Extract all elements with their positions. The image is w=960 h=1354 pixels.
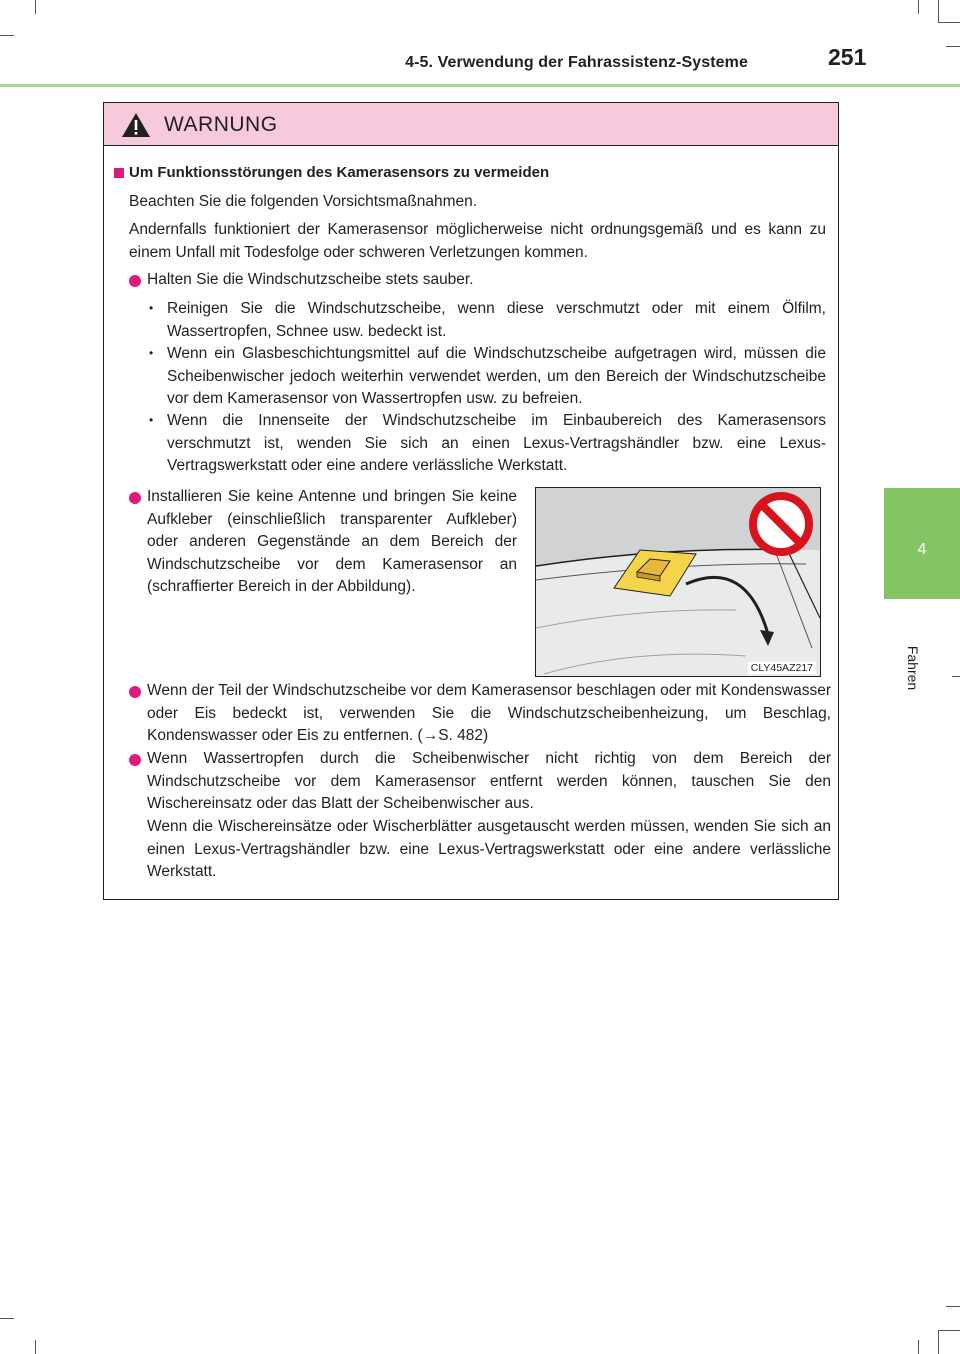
crop-mark bbox=[918, 0, 919, 14]
crop-mark bbox=[938, 1330, 960, 1331]
chapter-label-text: Fahren bbox=[905, 645, 922, 691]
point-3-bullet bbox=[129, 686, 141, 698]
page-number: 251 bbox=[828, 44, 867, 70]
point-1-bullet bbox=[129, 275, 141, 287]
crop-mark bbox=[952, 676, 960, 677]
point-3-text: Wenn der Teil der Windschutzscheibe vor dem Kamerasensor beschlagen oder mit Kondenswasser oder Eis bedeckt ist, verwenden Sie die Windschutzscheibenheizung, um Beschlag, Kondenswasser oder Eis zu entfernen. (→S. 482) bbox=[147, 682, 831, 744]
sub-item-1-bullet: • bbox=[149, 301, 154, 315]
sub-item-2-bullet: • bbox=[149, 346, 154, 360]
section-title: 4-5. Verwendung der Fahrassistenz-Systeme bbox=[405, 54, 748, 71]
image-code: CLY45AZ217 bbox=[748, 662, 816, 674]
crop-mark bbox=[35, 1340, 36, 1354]
warning-intro-2: Andernfalls funktioniert der Kamerasensor möglicherweise nicht ordnungsgemäß und es kann zu einem Unfall mit Todesfolge oder schweren Verletzungen kommen. bbox=[129, 221, 826, 261]
chapter-label bbox=[903, 636, 923, 706]
chapter-number: 4 bbox=[917, 541, 927, 558]
sub-item-1: Reinigen Sie die Windschutzscheibe, wenn diese verschmutzt oder mit einem Ölfilm, Wassertropfen, Schnee usw. bedeckt ist. bbox=[167, 300, 826, 340]
crop-mark bbox=[938, 22, 960, 23]
sub-item-3-bullet: • bbox=[149, 413, 154, 427]
sub-item-2: Wenn ein Glasbeschichtungsmittel auf die Windschutzscheibe aufgetragen wird, müssen die Scheibenwischer jedoch weiterhin verwendet werden, um den Bereich der Windschutzscheibe vor dem Kamerasensor von Wassertropfen usw. zu befreien. bbox=[167, 345, 826, 407]
crop-mark bbox=[35, 0, 36, 14]
crop-mark bbox=[918, 1340, 919, 1354]
windshield-illustration bbox=[535, 487, 821, 677]
point-2-text: Installieren Sie keine Antenne und bringen Sie keine Aufkleber (einschließlich transparenter Aufkleber) oder anderen Gegenstände an dem Bereich der Windschutzscheibe vor dem Kamerasensor an (schraffierter Bereich in der Abbildung). bbox=[147, 488, 517, 595]
point-4-text-a: Wenn Wassertropfen durch die Scheibenwischer nicht richtig von dem Bereich der Windschutzscheibe vor dem Kamerasensor entfernt werden können, tauschen Sie den Wischereinsatz oder das Blatt der Scheibenwischer aus. bbox=[147, 750, 831, 812]
point-4-bullet bbox=[129, 754, 141, 766]
windshield-camera-drawing bbox=[536, 488, 820, 676]
heading-bullet bbox=[114, 168, 124, 178]
crop-mark bbox=[0, 35, 14, 36]
warning-box bbox=[103, 102, 839, 900]
crop-mark bbox=[0, 1318, 14, 1319]
warning-intro-1: Beachten Sie die folgenden Vorsichtsmaßnahmen. bbox=[129, 193, 478, 210]
sub-item-3: Wenn die Innenseite der Windschutzscheibe im Einbaubereich des Kamerasensors verschmutzt ist, wenden Sie sich an einen Lexus-Vertragshändler bzw. eine Lexus-Vertragswerkstatt oder eine andere verlässliche Werkstatt. bbox=[167, 412, 826, 474]
warning-title: WARNUNG bbox=[164, 113, 278, 136]
crop-mark bbox=[946, 1306, 960, 1307]
warning-header bbox=[104, 103, 838, 146]
crop-mark bbox=[938, 1330, 939, 1354]
point-4-text-b: Wenn die Wischereinsätze oder Wischerblätter ausgetauscht werden müssen, wenden Sie sich an einen Lexus-Vertragshändler bzw. eine Lexus-Vertragswerkstatt oder eine andere verlässliche Werkstatt. bbox=[147, 818, 831, 880]
warning-triangle-icon bbox=[121, 112, 151, 138]
crop-mark bbox=[938, 0, 939, 22]
warning-heading: Um Funktionsstörungen des Kamerasensors zu vermeiden bbox=[129, 164, 550, 181]
chapter-tab bbox=[884, 488, 960, 599]
point-2-bullet bbox=[129, 492, 141, 504]
crop-mark bbox=[946, 46, 960, 47]
header-rule bbox=[0, 84, 960, 87]
point-1-text: Halten Sie die Windschutzscheibe stets sauber. bbox=[147, 271, 474, 288]
